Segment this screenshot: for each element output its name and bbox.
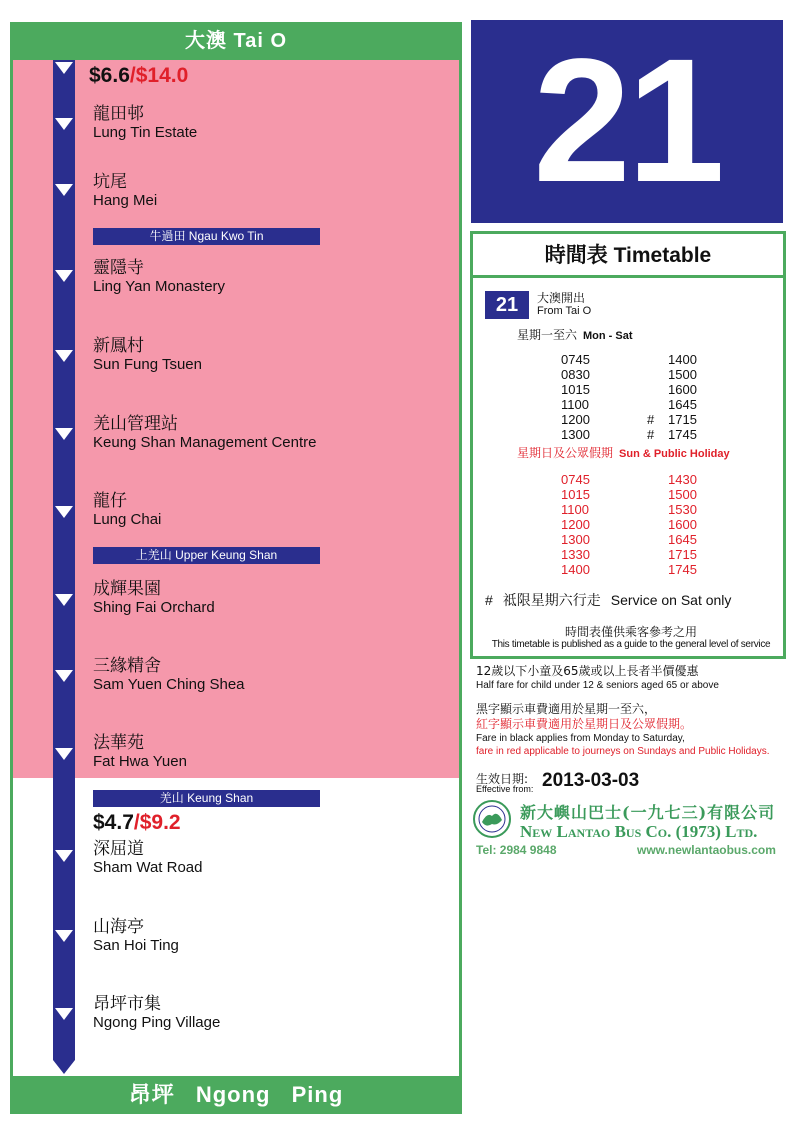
stop-item xyxy=(93,104,197,142)
departure-time: 1300 xyxy=(561,532,590,547)
departure-time: 1500 xyxy=(668,487,697,502)
stop-name-zh: 法華苑 xyxy=(93,733,144,753)
departure-time: 1400 xyxy=(561,562,590,577)
stop-item xyxy=(93,917,179,955)
stop-name-zh: 昂坪市集 xyxy=(93,994,161,1014)
company-name-en: New Lantao Bus Co. (1973) Ltd. xyxy=(520,822,758,841)
stop-name-en: Ngong Ping Village xyxy=(93,1014,221,1031)
fare-top xyxy=(89,64,188,88)
stop-item xyxy=(93,994,220,1032)
departure-time: 1715 xyxy=(668,412,697,427)
stop-name-zh: 龍仔 xyxy=(93,491,127,511)
guide-note-zh: 時間表僅供乘客參考之用 xyxy=(564,625,697,639)
black-fare-note-en: Fare in black applies from Monday to Saturday, xyxy=(476,733,685,744)
fare-top-holiday: /$14.0 xyxy=(129,64,189,87)
stop-arrow-icon xyxy=(55,428,73,440)
company-logo-icon xyxy=(473,800,511,838)
stop-name-en: Fat Hwa Yuen xyxy=(93,753,187,770)
departure-time: 1530 xyxy=(668,502,697,517)
red-fare-note-en: fare in red applicable to journeys on Sundays and Public Holidays. xyxy=(476,746,770,757)
stop-name-en: San Hoi Ting xyxy=(93,937,179,954)
departure-time: 1715 xyxy=(668,547,697,562)
stop-name-zh: 三緣精舍 xyxy=(93,656,161,676)
stop-name-en: Lung Chai xyxy=(93,511,162,528)
weekday-times-col2 xyxy=(668,352,697,442)
stop-arrow-icon xyxy=(55,594,73,606)
departure-time: 1400 xyxy=(668,352,697,367)
sat-only-mark: # xyxy=(647,412,655,427)
stop-name-zh: 靈隱寺 xyxy=(93,258,144,278)
half-fare-note-en: Half fare for child under 12 & seniors aged 65 or above xyxy=(476,680,719,691)
timetable-title: 時間表 Timetable xyxy=(473,234,783,278)
origin-banner: 大澳 Tai O xyxy=(10,22,462,60)
departure-time: 1015 xyxy=(561,382,590,397)
route-end-arrow-icon xyxy=(53,1060,75,1074)
stop-item xyxy=(93,336,202,374)
stop-arrow-icon xyxy=(55,748,73,760)
stop-item xyxy=(93,172,157,210)
stop-arrow-icon xyxy=(55,350,73,362)
weekday-times-col1 xyxy=(561,352,590,442)
stop-arrow-icon xyxy=(55,118,73,130)
stop-name-zh: 羌山管理站 xyxy=(93,414,178,434)
effective-label-zh: 生效日期: xyxy=(476,772,529,786)
company-name-zh: 新大嶼山巴士(一九七三)有限公司 xyxy=(520,803,776,822)
section-label: 牛過田 Ngau Kwo Tin xyxy=(93,228,320,245)
section-label: 羌山 Keung Shan xyxy=(93,790,320,807)
stop-name-en: Hang Mei xyxy=(93,192,158,209)
company-tel: Tel: 2984 9848 xyxy=(476,843,557,857)
effective-date: 2013-03-03 xyxy=(542,770,640,791)
departure-time: 1200 xyxy=(561,517,590,532)
departure-time: 1330 xyxy=(561,547,590,562)
departure-time: 1300 xyxy=(561,427,590,442)
stop-arrow-icon xyxy=(55,850,73,862)
stop-item xyxy=(93,491,161,529)
fare-mid xyxy=(93,811,181,835)
direction-zh: 大澳開出 xyxy=(537,291,586,305)
stop-name-en: Lung Tin Estate xyxy=(93,124,198,141)
timetable-panel xyxy=(470,231,786,659)
section-label: 上羌山 Upper Keung Shan xyxy=(93,547,320,564)
weekday-heading-en: Mon - Sat xyxy=(583,330,633,342)
stop-item xyxy=(93,656,245,694)
sat-only-note xyxy=(485,590,731,610)
sat-only-mark: # xyxy=(647,427,655,442)
departure-time: 1100 xyxy=(561,502,589,517)
holiday-times-col1 xyxy=(561,472,590,577)
departure-time: 1500 xyxy=(668,367,697,382)
direction-en: From Tai O xyxy=(537,305,592,317)
stop-item xyxy=(93,258,225,296)
stop-arrow-icon xyxy=(55,1008,73,1020)
stop-arrow-icon xyxy=(55,930,73,942)
stop-name-zh: 深屈道 xyxy=(93,839,144,859)
route-map-panel xyxy=(10,60,462,1076)
route-number: 21 xyxy=(471,20,783,223)
holiday-heading-en: Sun & Public Holiday xyxy=(619,448,730,460)
departure-time: 1015 xyxy=(561,487,590,502)
departure-time: 0830 xyxy=(561,367,590,382)
stop-arrow-icon xyxy=(55,270,73,282)
destination-banner: 昂坪 Ngong Ping xyxy=(10,1076,462,1114)
half-fare-note-zh: 12歲以下小童及65歲或以上長者半價優惠 xyxy=(476,664,699,678)
guide-note-en: This timetable is published as a guide to the general level of service xyxy=(491,639,771,650)
sat-only-note-mark: # xyxy=(485,592,493,608)
departure-time: 1200 xyxy=(561,412,590,427)
fare-top-weekday: $6.6 xyxy=(89,64,130,87)
weekday-heading xyxy=(517,326,633,343)
timetable-body xyxy=(481,281,781,656)
holiday-times-col2 xyxy=(668,472,697,577)
sat-only-note-zh: 祗限星期六行走 xyxy=(502,593,601,609)
departure-time: 1745 xyxy=(668,562,697,577)
departure-time: 0745 xyxy=(561,472,590,487)
stop-name-en: Sham Wat Road xyxy=(93,859,203,876)
weekday-heading-zh: 星期一至六 xyxy=(517,328,578,342)
departure-time: 1600 xyxy=(668,517,697,532)
stop-name-en: Sam Yuen Ching Shea xyxy=(93,676,245,693)
effective-label-en: Effective from: xyxy=(476,784,534,794)
stop-name-en: Sun Fung Tsuen xyxy=(93,356,202,373)
sat-only-note-en: Service on Sat only xyxy=(610,592,732,608)
stop-arrow-icon xyxy=(55,184,73,196)
stop-item xyxy=(93,839,203,877)
stop-name-zh: 龍田邨 xyxy=(93,104,144,124)
stop-arrow-icon xyxy=(55,670,73,682)
stop-name-zh: 成輝果園 xyxy=(93,579,161,599)
holiday-heading xyxy=(517,444,730,461)
red-fare-note-zh: 紅字顯示車費適用於星期日及公眾假期。 xyxy=(476,717,693,731)
company-website: www.newlantaobus.com xyxy=(637,843,776,857)
stop-item xyxy=(93,414,316,452)
departure-time: 1645 xyxy=(668,532,697,547)
departure-time: 1600 xyxy=(668,382,697,397)
departure-time: 1745 xyxy=(668,427,697,442)
fare-mid-holiday: /$9.2 xyxy=(133,811,181,834)
stop-name-zh: 山海亭 xyxy=(93,917,144,937)
stop-name-en: Shing Fai Orchard xyxy=(93,599,215,616)
stop-item xyxy=(93,733,187,771)
route-badge: 21 xyxy=(485,291,529,319)
holiday-heading-zh: 星期日及公眾假期 xyxy=(517,446,614,460)
route-line xyxy=(53,60,75,1060)
stop-name-zh: 坑尾 xyxy=(93,172,127,192)
stop-name-en: Keung Shan Management Centre xyxy=(93,434,317,451)
black-fare-note-zh: 黑字顯示車費適用於星期一至六， xyxy=(476,702,657,716)
stop-arrow-icon xyxy=(55,62,73,74)
stop-name-en: Ling Yan Monastery xyxy=(93,278,226,295)
departure-time: 1645 xyxy=(668,397,697,412)
stop-name-zh: 新鳳村 xyxy=(93,336,144,356)
departure-time: 1430 xyxy=(668,472,697,487)
stop-arrow-icon xyxy=(55,506,73,518)
fare-notes xyxy=(476,664,794,758)
fare-mid-weekday: $4.7 xyxy=(93,811,134,834)
departure-time: 1100 xyxy=(561,397,589,412)
stop-item xyxy=(93,579,215,617)
departure-time: 0745 xyxy=(561,352,590,367)
